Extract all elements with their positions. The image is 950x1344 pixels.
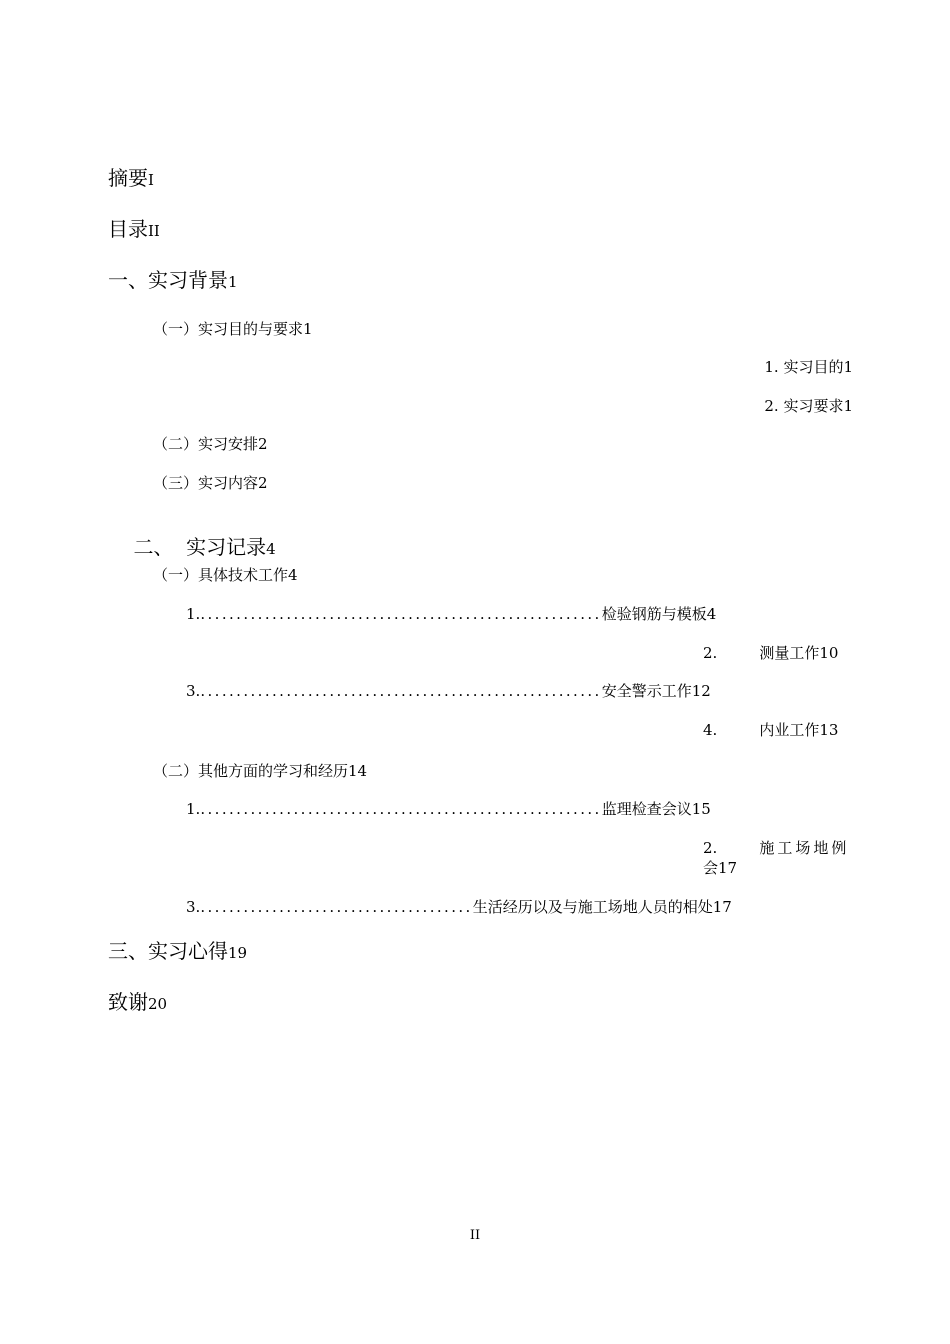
toc-entry-section-2-1-4[interactable] xyxy=(703,723,838,738)
toc-title: （三）实习内容 xyxy=(153,474,259,492)
toc-entry-thanks[interactable] xyxy=(108,992,167,1012)
toc-title: 致谢 xyxy=(108,990,148,1014)
toc-entry-section-3[interactable] xyxy=(108,941,247,961)
toc-page: I xyxy=(148,171,154,189)
toc-entry-contents[interactable] xyxy=(108,219,160,239)
toc-title: 检验钢筋与模板 xyxy=(601,605,707,623)
toc-page: 2 xyxy=(258,474,268,492)
toc-entry-section-1-1-1[interactable] xyxy=(764,360,853,375)
toc-page: II xyxy=(148,222,160,240)
toc-title: （二）其他方面的学习和经历 xyxy=(153,762,349,780)
toc-title-continued: 会 xyxy=(703,859,719,877)
toc-title: 测量工作 xyxy=(759,644,820,662)
toc-page: 10 xyxy=(819,644,839,662)
toc-title: 施工场地例 xyxy=(759,839,850,857)
toc-entry-section-2-1[interactable] xyxy=(153,568,298,583)
toc-page: 19 xyxy=(228,944,248,962)
toc-entry-section-2-1-1[interactable] xyxy=(186,607,716,622)
toc-title: （二）实习安排 xyxy=(153,435,259,453)
toc-title: 1. 实习目的 xyxy=(764,358,844,376)
toc-title: （一）实习目的与要求 xyxy=(153,320,304,338)
toc-number: 3. xyxy=(186,682,201,700)
footer-page-number: II xyxy=(469,1228,481,1243)
toc-number: 2. xyxy=(703,644,718,662)
toc-entry-section-1-1-2[interactable] xyxy=(764,399,853,414)
toc-page: 17 xyxy=(712,898,732,916)
toc-page: 15 xyxy=(691,800,711,818)
toc-title: 一、实习背景 xyxy=(108,268,228,292)
toc-entry-section-1-2[interactable] xyxy=(153,437,268,452)
toc-entry-section-2-2-1[interactable] xyxy=(186,802,711,817)
toc-leader-dots: ........................................................ xyxy=(200,684,602,699)
toc-leader-dots: ........................................................ xyxy=(200,607,602,622)
toc-page: 1 xyxy=(843,358,853,376)
toc-leader-dots: ........................................................ xyxy=(200,802,602,817)
toc-entry-section-1[interactable] xyxy=(108,270,238,290)
toc-page: 4 xyxy=(266,540,276,558)
toc-title: 三、实习心得 xyxy=(108,939,228,963)
toc-entry-section-2-2-2-wrap xyxy=(703,861,737,876)
toc-title: 安全警示工作 xyxy=(601,682,692,700)
toc-leader-dots: ...................................... xyxy=(200,900,473,915)
toc-number: 3. xyxy=(186,898,201,916)
toc-page: 1 xyxy=(303,320,313,338)
toc-number: 1. xyxy=(186,800,201,818)
toc-page: 1 xyxy=(843,397,853,415)
toc-entry-section-2-1-2[interactable] xyxy=(703,646,838,661)
toc-page: 13 xyxy=(819,721,839,739)
toc-title: 生活经历以及与施工场地人员的相处 xyxy=(472,898,713,916)
toc-entry-abstract[interactable] xyxy=(108,168,154,188)
toc-page: 20 xyxy=(148,995,168,1013)
toc-number: 2. xyxy=(703,839,718,857)
toc-page: 12 xyxy=(691,682,711,700)
toc-number: 1. xyxy=(186,605,201,623)
toc-entry-section-2-2-2[interactable] xyxy=(703,841,849,856)
toc-title: 2. 实习要求 xyxy=(764,397,844,415)
toc-number: 4. xyxy=(703,721,718,739)
toc-entry-section-1-3[interactable] xyxy=(153,476,268,491)
toc-title: 内业工作 xyxy=(759,721,820,739)
toc-title: 摘要 xyxy=(108,166,148,190)
toc-entry-section-2-2[interactable] xyxy=(153,764,367,779)
toc-entry-section-2-1-3[interactable] xyxy=(186,684,711,699)
toc-title: （一）具体技术工作 xyxy=(153,566,289,584)
toc-entry-section-1-1[interactable] xyxy=(153,322,313,337)
toc-title: 目录 xyxy=(108,217,148,241)
toc-page: 4 xyxy=(706,605,717,623)
toc-page: 2 xyxy=(258,435,268,453)
toc-entry-section-2-2-3[interactable] xyxy=(186,900,732,915)
toc-title: 二、 实习记录 xyxy=(133,535,267,559)
toc-page: 1 xyxy=(228,273,238,291)
toc-page: 14 xyxy=(348,762,368,780)
toc-title: 监理检查会议 xyxy=(601,800,692,818)
toc-page: 17 xyxy=(718,859,738,877)
toc-page: 4 xyxy=(288,566,298,584)
